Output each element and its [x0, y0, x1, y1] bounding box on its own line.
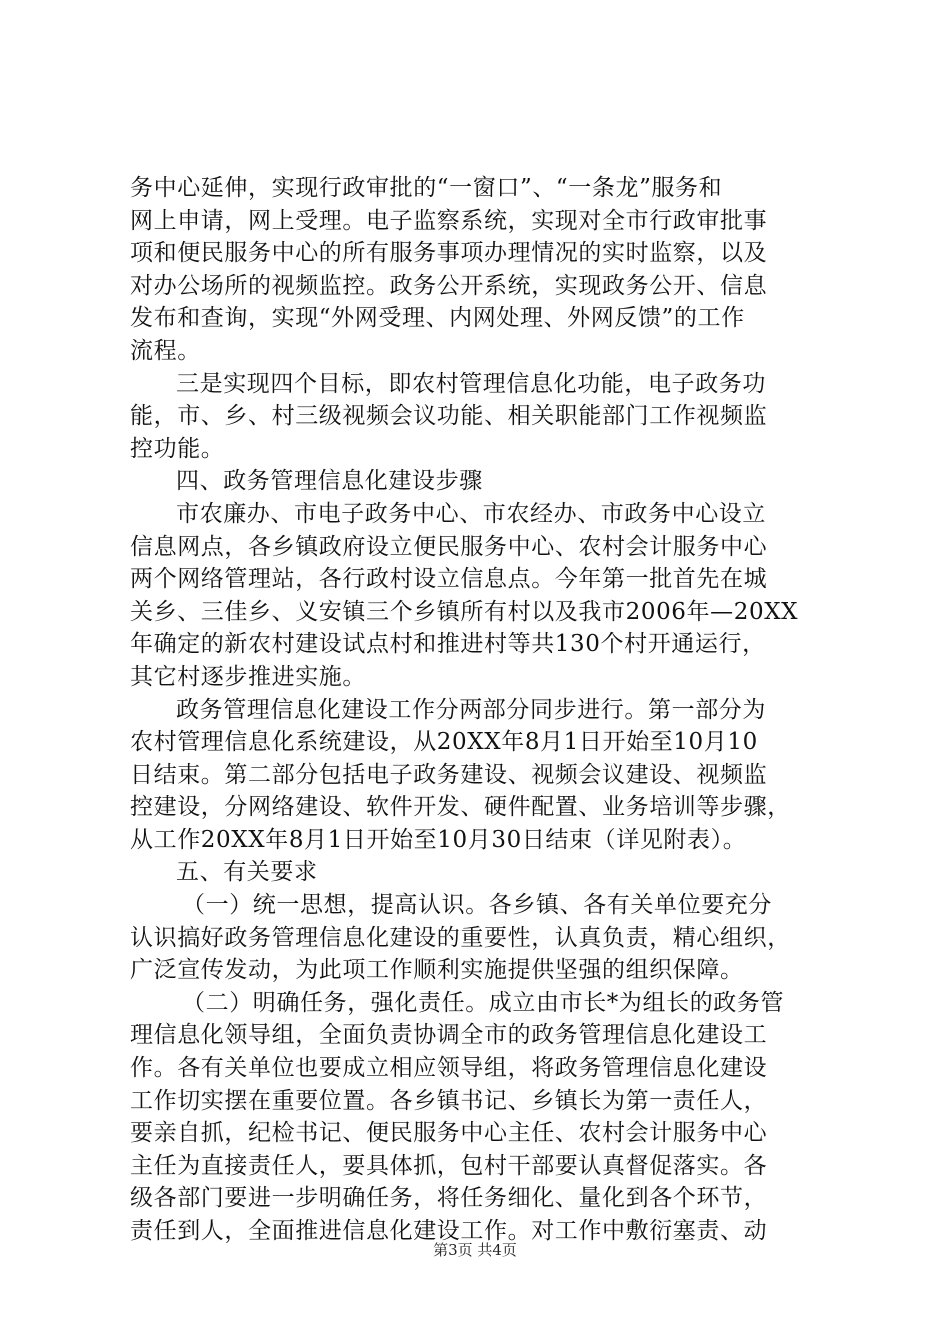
text-line: 对办公场所的视频监控。政务公开系统，实现政务公开、信息	[130, 272, 768, 299]
text-line: 信息网点，各乡镇政府设立便民服务中心、农村会计服务中心	[130, 533, 768, 560]
text-line: （二）明确任务，强化责任。成立由市长*为组长的政务管	[182, 989, 785, 1016]
section-heading: 四、政务管理信息化建设步骤	[176, 468, 483, 495]
text-line: 工作切实摆在重要位置。各乡镇书记、乡镇长为第一责任人，	[130, 1087, 768, 1114]
text-line: 三是实现四个目标，即农村管理信息化功能，电子政务功	[176, 370, 766, 397]
text-line: 控功能。	[130, 435, 225, 462]
text-line: （一）统一思想，提高认识。各乡镇、各有关单位要充分	[182, 892, 772, 919]
text-line: 年确定的新农村建设试点村和推进村等共130个村开通运行，	[130, 631, 766, 658]
text-line: 认识搞好政务管理信息化建设的重要性，认真负责，精心组织，	[130, 924, 791, 951]
text-line: 主任为直接责任人，要具体抓，包村干部要认真督促落实。各	[130, 1152, 768, 1179]
text-line: 级各部门要进一步明确任务，将任务细化、量化到各个环节，	[130, 1185, 768, 1212]
text-line: 流程。	[130, 337, 201, 364]
text-line: 市农廉办、市电子政务中心、市农经办、市政务中心设立	[176, 500, 766, 527]
text-line: 作。各有关单位也要成立相应领导组，将政务管理信息化建设	[130, 1055, 768, 1082]
text-line: 项和便民服务中心的所有服务事项办理情况的实时监察，以及	[130, 240, 768, 267]
text-line: 农村管理信息化系统建设，从20XX年8月1日开始至10月10	[130, 729, 758, 756]
page-number-footer: 第3页 共4页	[433, 1241, 517, 1259]
text-line: 要亲自抓，纪检书记、便民服务中心主任、农村会计服务中心	[130, 1120, 768, 1147]
text-line: 政务管理信息化建设工作分两部分同步进行。第一部分为	[176, 696, 766, 723]
section-heading: 五、有关要求	[176, 859, 318, 886]
text-line: 两个网络管理站，各行政村设立信息点。今年第一批首先在城	[130, 566, 768, 593]
text-line: 控建设，分网络建设、软件开发、硬件配置、业务培训等步骤，	[130, 794, 791, 821]
document-body	[130, 172, 830, 1248]
text-line: 能，市、乡、村三级视频会议功能、相关职能部门工作视频监	[130, 403, 768, 430]
text-line: 日结束。第二部分包括电子政务建设、视频会议建设、视频监	[130, 761, 768, 788]
text-line: 从工作20XX年8月1日开始至10月30日结束（详见附表）。	[130, 826, 747, 853]
text-line: 责任到人，全面推进信息化建设工作。对工作中敷衍塞责、动	[130, 1218, 768, 1244]
text-line: 其它村逐步推进实施。	[130, 663, 366, 690]
text-line: 关乡、三佳乡、义安镇三个乡镇所有村以及我市2006年—20XX	[130, 598, 799, 625]
text-line: 务中心延伸，实现行政审批的“一窗口”、“一条龙”服务和	[130, 175, 723, 201]
text-line: 理信息化领导组，全面负责协调全市的政务管理信息化建设工	[130, 1022, 768, 1049]
text-line: 广泛宣传发动，为此项工作顺利实施提供坚强的组织保障。	[130, 957, 744, 984]
text-line: 发布和查询，实现“外网受理、内网处理、外网反馈”的工作	[130, 305, 745, 332]
text-line: 网上申请，网上受理。电子监察系统，实现对全市行政审批事	[130, 207, 768, 234]
